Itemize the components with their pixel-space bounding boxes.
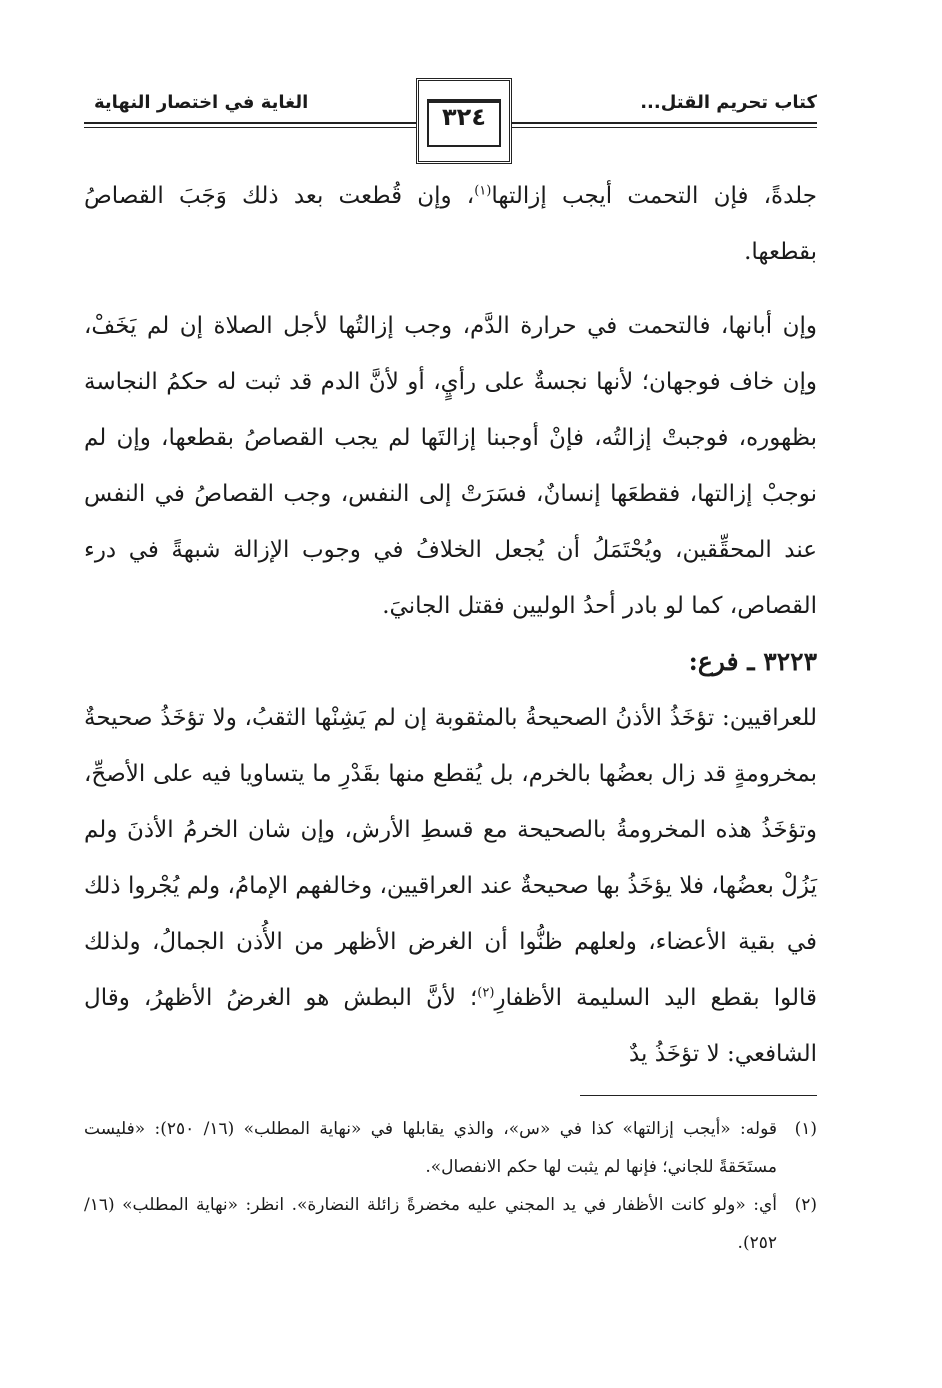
branch-heading: ٣٢٢٣ ـ فرع: <box>688 647 817 676</box>
paragraph-1-text-a: جلدةً، فإن التحمت أيجب إزالتها <box>491 183 818 209</box>
footnotes <box>84 1110 817 1262</box>
running-header <box>84 78 817 164</box>
footnote-ref-2: (٢) <box>477 985 495 1001</box>
footnote-1-text: قوله: «أيجب إزالتها» كذا في «س»، والذي يقابلها في «نهاية المطلب» (١٦/ ٢٥٠): «فليست مستَحَقةً للجاني؛ فإنها لم يثبت لها حكم الانفصال». <box>84 1119 777 1177</box>
paragraph-1-text-b: ، وإن قُطعت بعد ذلك وَجَبَ القصاصُ <box>84 183 475 209</box>
page-number-frame <box>416 78 512 164</box>
paragraph-2: وإن أبانها، فالتحمت في حرارة الدَّم، وجب إزالتُها لأجل الصلاة إن لم يَخَفْ، وإن خاف فوجهان؛ لأنها نجسةٌ على رأيٍ، أو لأنَّ الدم قد ثبت له حكمُ النجاسة بظهوره، فوجبتْ إزالتُه، فإنْ أوجبنا إزالتَها لم يجب القصاصُ بقطعها، وإن لم نوجبْ إزالتها، فقطعَها إنسانٌ، فسَرَتْ إلى النفس، وجب القصاصُ في النفس عند المحقِّقين، ويُحْتَمَلُ أن يُجعل الخلافُ في وجوب الإزالة شبهةً في درء القصاص، كما لو بادر أحدُ الوليين فقتل الجانيَ. <box>84 313 817 619</box>
paragraph-3-text-b: ؛ لأنَّ البطش هو الغرضُ الأظهرُ، وقال الشافعي: لا تؤخَذُ يدٌ <box>84 985 817 1067</box>
main-text <box>84 168 817 1082</box>
footnote-2-text: أي: «ولو كانت الأظفار في يد المجني عليه مخضرةً زائلة النضارة». انظر: «نهاية المطلب» (١٦/ ٢٥٢). <box>84 1195 777 1253</box>
footnote-1-number: (١) <box>794 1119 817 1139</box>
footnote-2 <box>84 1186 817 1262</box>
paragraph-3 <box>84 690 817 1082</box>
chapter-title: كتاب تحريم القتل... <box>640 92 817 113</box>
footnote-2-number: (٢) <box>794 1195 817 1215</box>
paragraph-1 <box>84 168 817 280</box>
footnote-1 <box>84 1110 817 1186</box>
paragraph-3-text-a: للعراقيين: تؤخَذُ الأذنُ الصحيحةُ بالمثقوبة إن لم يَشِنْها الثقبُ، ولا تؤخَذُ صحيحةٌ بمخرومةٍ قد زال بعضُها بالخرم، بل يُقطع منها بقَدْرِ ما يتساويا فيه على الأصحِّ، وتؤخَذُ هذه المخرومةُ بالصحيحة مع قسطِ الأرش، وإن شان الخرمُ الأذنَ ولم يَزُلْ بعضُها، فلا يؤخَذُ بها صحيحةٌ عند العراقيين، وخالفهم الإمامُ، ولم يُجْروا ذلك في بقية الأعضاء، ولعلهم ظنُّوا أن الغرض الأظهر من الأُذن الجمالُ، ولذلك قالوا بقطع اليد السليمة الأظفارِ <box>84 705 817 1011</box>
page-number: ٣٢٤ <box>442 103 486 131</box>
footnote-separator <box>580 1095 817 1096</box>
footnote-ref-1: (١) <box>474 183 492 199</box>
book-title: الغاية في اختصار النهاية <box>94 92 309 113</box>
paragraph-1-text-c: بقطعها. <box>744 239 817 265</box>
